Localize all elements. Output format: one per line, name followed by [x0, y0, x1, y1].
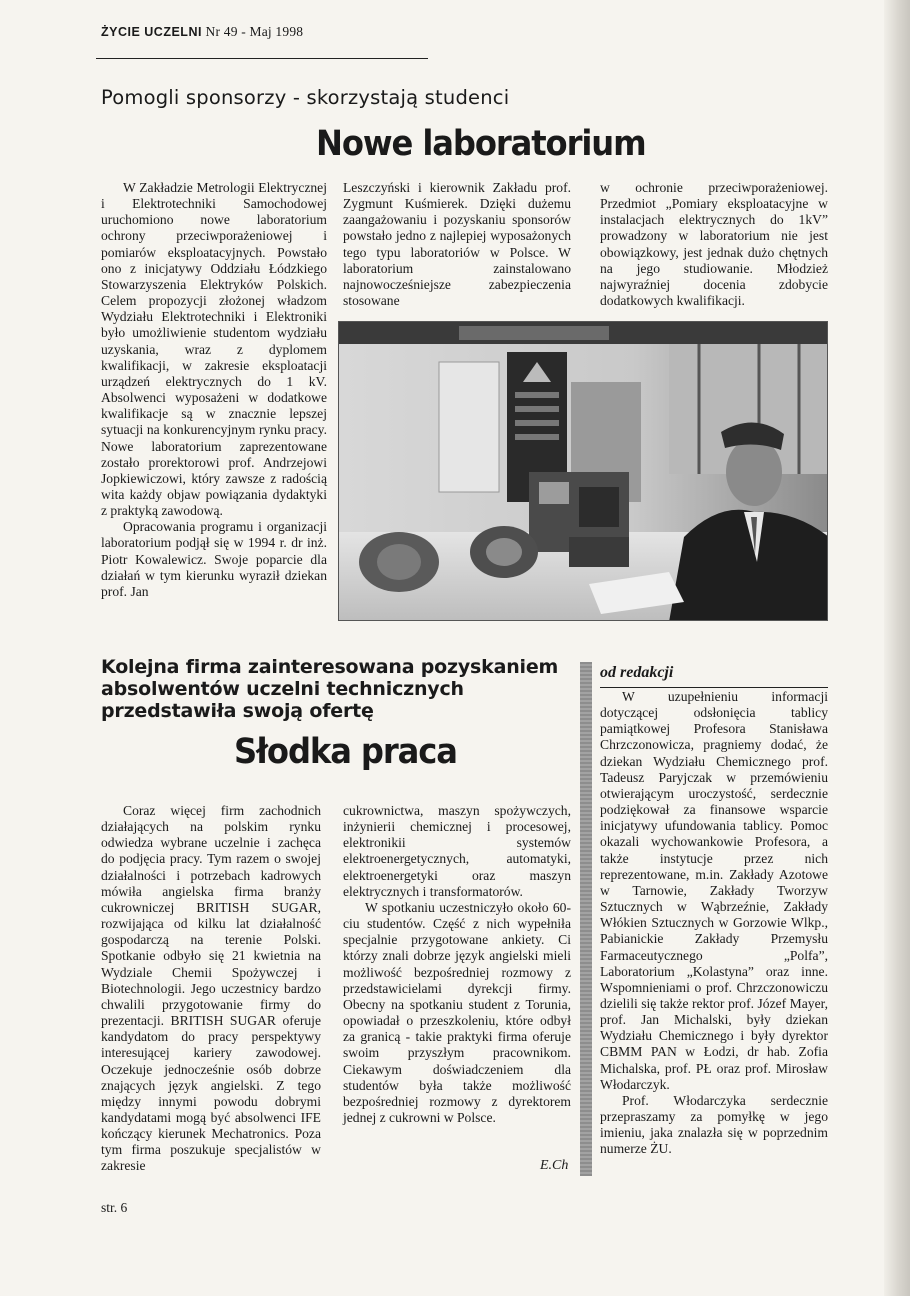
article1-col1-paragraph: W Zakładzie Metrologii Elektrycznej i Elektrotechniki Samochodowej uruchomiono nowe laboratorium ochrony przeciwporażeniowej i pomiarów eksploatacyjnych. Powstało ono z inicjatywy Oddziału Łódzkiego Stowarzyszenia Elektryków Polskich. Celem propozycji złożonej władzom Wydziału Elektrotechniki i Elektroniki było umożliwienie studentom wydziału uzyskania, wraz z dyplomem kwalifikacji, w zakresie eksploatacji urządzeń elektrycznych do 1 kV. Absolwenci wyposażeni w dodatkowe kwalifikacje są w znacznie lepszej sytuacji na konkurencyjnym rynku pracy. Nowe laboratorium zaprezentowane zostało prorektorowi prof. Andrzejowi Jopkiewiczowi, który zawsze z radością wita każdy objaw powiązania dydaktyki z praktyką zawodową. — [101, 180, 327, 519]
article1-column-3 — [600, 180, 828, 309]
sidebar-paragraph: W uzupełnieniu informacji dotyczącej odsłonięcia tablicy pamiątkowej Profesora Stanisława Chrzczonowicza, pragniemy dodać, że dziekan Wydziału Chemicznego prof. Tadeusz Paryjczak w przemówieniu otwierającym uroczystość, serdecznie podziękował za finansowe wsparcie inicjatywy ufundowania tablicy. Pomoc okazali wychowankowie Profesora, a także instytucje przez nich reprezentowane, m.in. Zakłady Azotowe w Tarnowie, Zakłady Tworzyw Sztucznych w Wąbrzeźnie, Zakłady Włókien Sztucznych w Gorzowie Wlkp., Pabianickie Zakłady Przemysłu Farmaceutycznego „Polfa”, Laboratorium „Kolastyna” oraz inne. Wspomnieniami o prof. Chrzczonowiczu dzielili się także rektor prof. Józef Mayer, prof. Jan Michalski, były dziekan Wydziału Chemicznego i były dyrektor CBMM PAN w Łodzi, dr hab. Zofia Michalska, prof. PŁ oraz prof. Mirosław Włodarczyk. — [600, 689, 828, 1092]
publication-name: ŻYCIE UCZELNI — [101, 25, 202, 39]
article1-col2-paragraph: Leszczyński i kierownik Zakładu prof. Zygmunt Kuśmierek. Dzięki dużemu zaangażowaniu i pozyskaniu sponsorów powstało jedno z najlepiej wyposażonych tego typu laboratoriów w Polsce. W laboratorium zainstalowano najnowocześniejsze zabezpieczenia stosowane — [343, 180, 571, 309]
article2-col2-paragraph: W spotkaniu uczestniczyło około 60-ciu studentów. Część z nich wypełniła specjalnie przygotowane ankiety. Ci którzy znali dobrze język angielski mieli możliwość bezpośredniej rozmowy z przedstawicielami dyrekcji firmy. Obecny na spotkaniu student z Torunia, opowiadał o przeszkoleniu, które odbył za granicą - takie praktyki firma oferuje swoim przyszłym pracownikom. Ciekawym doświadczeniem dla studentów była także możliwość bezpośredniej rozmowy z dyrektorem jednej z cukrowni w Polsce. — [343, 899, 571, 1125]
article1-kicker: Pomogli sponsorzy - skorzystają studenci — [101, 86, 510, 109]
laboratory-photo-image — [339, 322, 828, 621]
sidebar-paragraph: Prof. Włodarczyka serdecznie przepraszamy za pomyłkę w jego imieniu, jaka znalazła się w poprzednim numerze ŻU. — [600, 1092, 828, 1157]
article2-signature: E.Ch — [540, 1158, 569, 1173]
article1-col1-paragraph: Opracowania programu i organizacji laboratorium podjął się w 1994 r. dr inż. Piotr Kowalewicz. Swoje poparcie dla działań w tym kierunku wyraził dziekan prof. Jan — [101, 519, 327, 599]
issue-info: Nr 49 - Maj 1998 — [205, 24, 304, 39]
sidebar-column — [600, 689, 828, 1158]
article2-column-2 — [343, 803, 571, 1126]
article1-column-1 — [101, 180, 327, 600]
article2-kicker: Kolejna firma zainteresowana pozyskaniem absolwentów uczelni technicznych przedstawiła swoją ofertę — [101, 656, 559, 722]
running-header — [101, 24, 431, 40]
page-number: str. 6 — [101, 1200, 128, 1215]
sidebar-divider-bar — [580, 662, 592, 1176]
article2-column-1 — [101, 803, 321, 1175]
laboratory-photo — [338, 321, 828, 621]
sidebar-heading-rule — [600, 687, 828, 688]
article2-col1-paragraph: Coraz więcej firm zachodnich działających na polskim rynku odwiedza wybrane uczelnie i zachęca do podjęcia pracy. Tym razem o swojej działalności i potrzebach kadrowych mówiła angielska firma branży cukrowniczej BRITISH SUGAR, rozwijająca od kilku lat działalność gospodarczą na terenie Polski. Spotkanie odbyło się 21 kwietnia na Wydziale Chemii Spożywczej i Biotechnologii. Jego uczestnicy bardzo chwalili przygotowanie firmy do prezentacji. BRITISH SUGAR oferuje kandydatom do pracy perspektywy interesującej kariery zawodowej. Oczekuje jednocześnie osób dobrze znających język angielski. Z tego między innymi powodu dobrymi kandydatami mogą być absolwenci IFE kończący kierunek Mechatronics. Poza tym firma poszukuje specjalistów w zakresie — [101, 803, 321, 1174]
article1-col3-paragraph: w ochronie przeciwporażeniowej. Przedmiot „Pomiary eksploatacyjne w instalacjach elektrycznych do 1kV” prowadzony w laboratorium nie jest obowiązkowy, jest jednak dużo chętnych na jego studiowanie. Młodzież najwyraźniej docenia zdobycie dodatkowych kwalifikacji. — [600, 180, 828, 309]
article1-title: Nowe laboratorium — [316, 124, 646, 164]
article2-col2-paragraph: cukrownictwa, maszyn spożywczych, inżynierii chemicznej i procesowej, elektronikii systemów elektroenergetycznych, automatyki, elektroenergetyki oraz maszyn elektrycznych i transformatorów. — [343, 803, 571, 899]
header-rule — [96, 58, 428, 59]
sidebar-heading: od redakcji — [600, 664, 674, 681]
article1-column-2 — [343, 180, 571, 309]
page-edge-shadow — [884, 0, 910, 1296]
article2-title: Słodka praca — [234, 732, 457, 772]
